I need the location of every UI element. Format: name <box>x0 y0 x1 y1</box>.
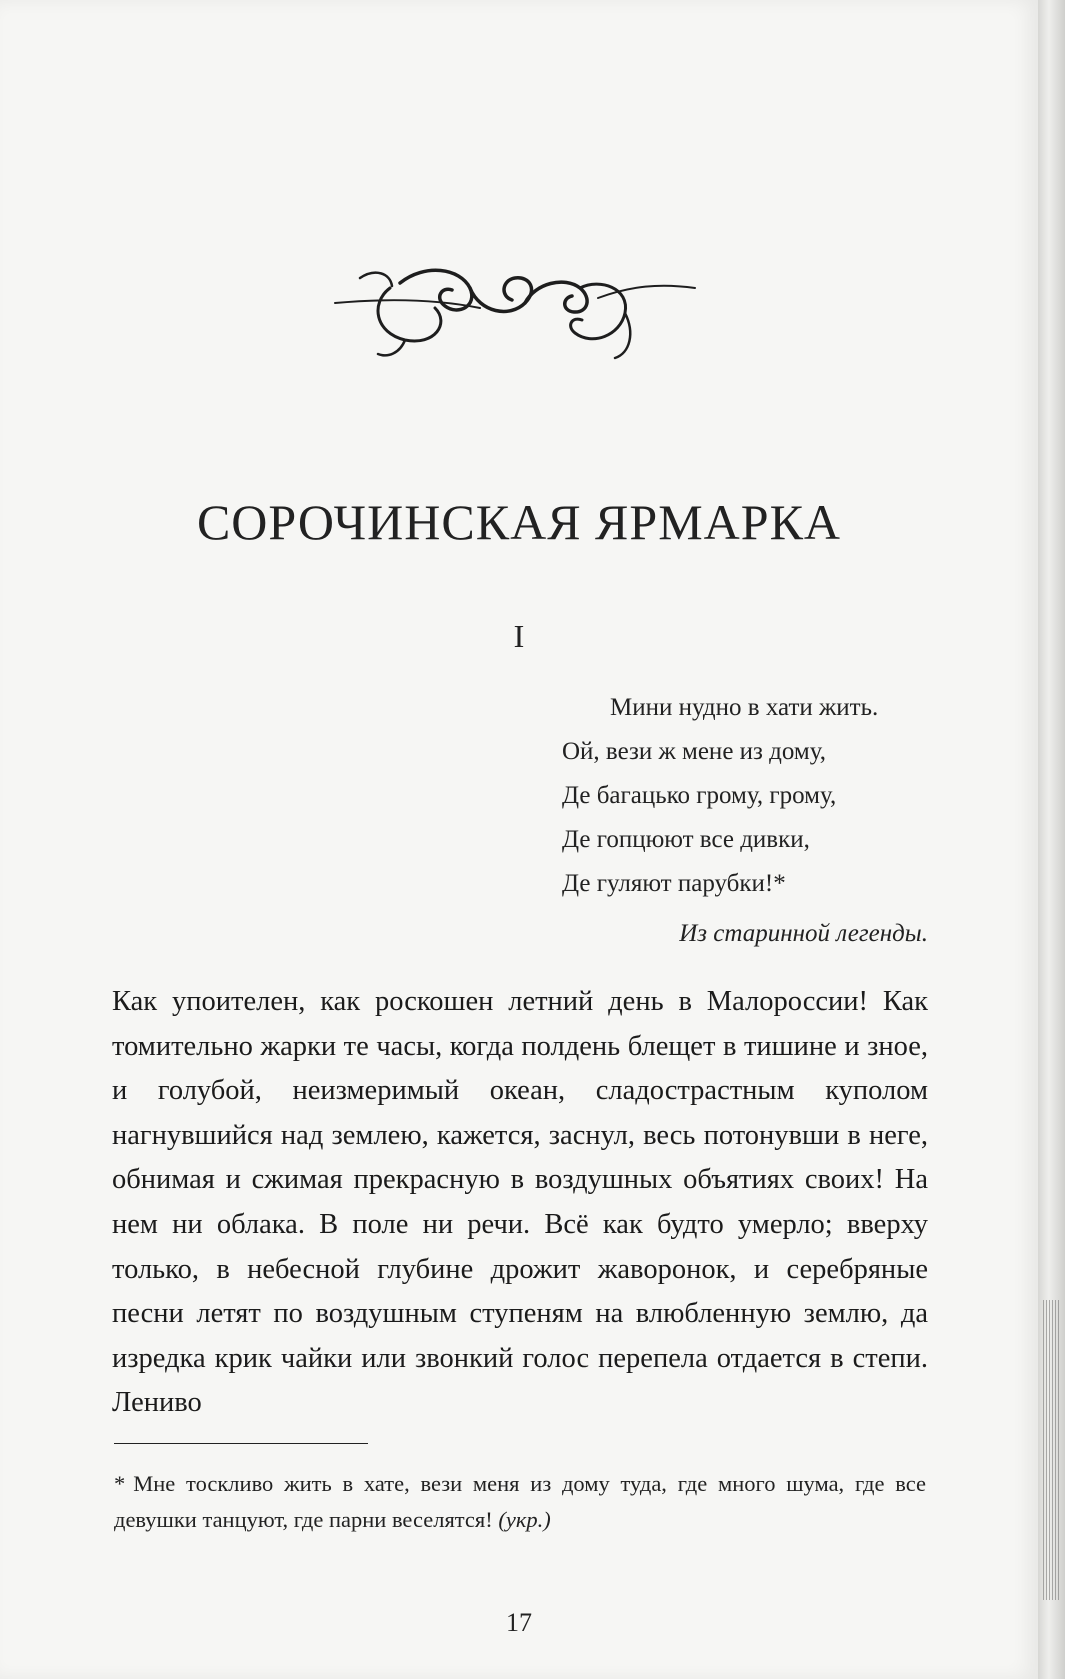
footnote-language: (укр.) <box>498 1507 551 1532</box>
ornament-flourish-icon <box>330 258 700 368</box>
epigraph-line: Ой, вези ж мене из дому, <box>562 738 826 765</box>
epigraph-line: Де багацько грому, грому, <box>562 782 837 809</box>
page-edge-texture <box>1043 1300 1061 1600</box>
epigraph-line: Мини нудно в хати жить. <box>610 694 879 721</box>
page-edge <box>1038 0 1065 1679</box>
section-number: I <box>513 618 525 654</box>
epigraph-line: Де гуляют парубки!* <box>562 870 786 897</box>
body-paragraph: Как упоителен, как роскошен летний день в Малороссии! Как томительно жарки те часы, когда полдень блещет в тишине и зное, и голубой, неизмеримый океан, сладострастным куполом нагнувшийся над землею, кажется, заснул, весь потонувши в неге, обнимая и сжимая прекрасную в воздушных объятиях своих! На нем ни облака. В поле ни речи. Всё как будто умерло; вверху только, в небесной глубине дрожит жаворонок, и серебряные песни летят по воздушным ступеням на влюбленную землю, да изредка крик чайки или звонкий голос перепела отдается в степи. Лениво <box>112 986 928 1419</box>
footnote <box>114 1466 926 1538</box>
footnote-text: Мне тоскливо жить в хате, вези меня из дому туда, где много шума, где все девушки танцуют, где парни веселятся! <box>114 1471 926 1532</box>
footnote-marker: * <box>114 1471 126 1496</box>
page-number: 17 <box>506 1608 532 1637</box>
epigraph-source: Из старинной легенды. <box>679 920 928 947</box>
epigraph-line: Де гопцюют все дивки, <box>562 826 810 853</box>
chapter-title: СОРОЧИНСКАЯ ЯРМАРКА <box>196 494 842 550</box>
footnote-divider <box>114 1443 368 1444</box>
